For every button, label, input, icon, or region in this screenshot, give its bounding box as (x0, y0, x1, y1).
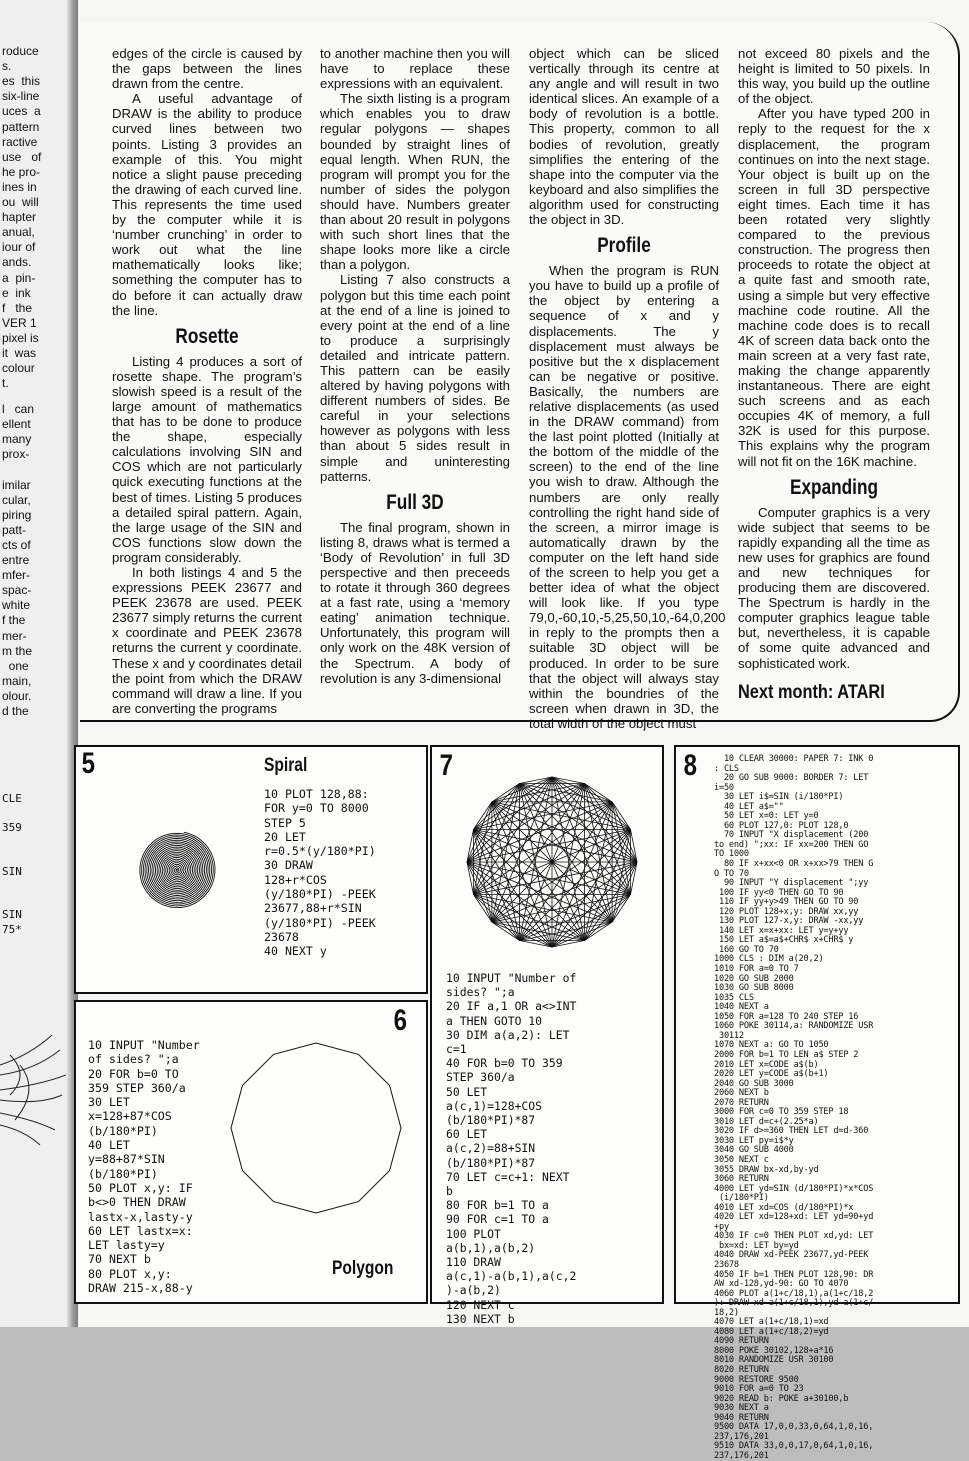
heading-full-3d: Full 3D (386, 490, 444, 514)
left-page-line: s. (2, 59, 12, 74)
left-page-line: f the (2, 613, 26, 628)
listing-5-box (74, 745, 428, 994)
left-page-line: 75* (2, 922, 22, 936)
listing-code: 10 PLOT 128,88: FOR y=0 TO 8000 STEP 5 20 LET r=0.5*(y/180*PI) 30 DRAW 128+r*COS (y/180*PI) -PEEK 23677,88+r*SIN (y/180*PI) -PEEK 23678 40 NEXT y (264, 787, 376, 959)
left-page-line: colour (2, 361, 35, 376)
left-page-line: CLE (2, 792, 22, 805)
left-page-line: cular, (2, 492, 31, 507)
heading-profile: Profile (597, 234, 651, 258)
left-page-line: cts of (2, 537, 31, 552)
heading-expanding: Expanding (789, 475, 879, 499)
left-page-line: entre (2, 553, 30, 567)
mystic-rose-figure (462, 767, 642, 957)
listing-number: 7 (439, 749, 454, 782)
left-page-line: SIN (2, 908, 22, 921)
paragraph: The sixth listing is a program which enables you to draw regular polygons — shapes bounded by straight lines of equal length. When RUN, the program will prompt you for the number of sides the polygon should have. Numbers greater than about 20 result in polygons with such short lines that the shape looks more like a circle than a polygon. (320, 91, 510, 273)
left-page-line: d the (2, 704, 29, 718)
left-page-line: VER 1 (2, 315, 37, 330)
left-page-line: es this (2, 74, 41, 89)
left-page-line: ands. (2, 255, 32, 270)
paragraph: Listing 7 also constructs a polygon but this time each point at the end of a line is joined to every point at the end of a line to produce a surprisingly detailed and intricate pattern. This pattern can be easily altered by having polygons with different numbers of sides. Be careful in your selections however as polygons with less than about 5 sides result in simple and uninteresting patterns. (320, 272, 510, 484)
paragraph: Computer graphics is a very wide subject that seems to be rapidly expanding all the time as new uses for graphics are found and new techniques for producing them are discovered. The Spectrum is hardly in the computer graphics league table but, nevertheless, it is capable of some quite advanced and sophisticated work. (738, 504, 930, 671)
paragraph: When the program is RUN you have to build up a profile of the object by entering a sequence of x and y displacements. The y displacement must always be positive but the x displacement can be negative or positive. Basically, the numbers are relative displacements (as used in the DRAW command) from the last point plotted (Initially at the bottom of the middle of the screen) to the end of the line you wish to draw. Although the numbers are only really controlling the right hand side of the screen, a mirror image is automatically drawn by the computer on the left hand side of the screen to help you get a better idea of what the object will look like. If you type 79,0,-60,10,-5,25,50,10,-64,0,200 in reply to the prompts then a suitable 3D object will be produced. In order to be sure that the object will always stay within the boundries of the screen when drawn in 3D, the total width of the object must (529, 263, 726, 731)
paragraph: After you have typed 200 in reply to the request for the x displacement, the program continues on into the next stage. Your object is built up on the screen in full 3D perspective eight times. Each time it has been rotated very slightly compared to the previous construction. The progress then proceeds to rotate the object at a quite fast and smooth rate, using a simple but very effective machine code routine. All the machine code does is to recall 4K of screen data back onto the main screen at a very fast rate, making the change apparently instantaneous. There are eight such screens and as each occupies 4K of memory, a full 32K is used for this purpose. This explains why the program will not fit on the 16K machine. (738, 106, 930, 469)
left-page-line: spac- (2, 583, 32, 598)
paragraph: edges of the circle is caused by the gaps between the lines drawn from the centre. (112, 46, 302, 92)
left-page-line: t. (2, 376, 9, 391)
left-page-line: anual, (2, 225, 35, 240)
listing-title: Spiral (264, 755, 308, 776)
left-page-line: ractive (2, 134, 38, 149)
paragraph: The final program, shown in listing 8, draws what is termed a ‘Body of Revolution’ in full 3D perspective and then preceeds to rotate it through 360 degrees at a fast rate, using a ‘memory eating’ animation technique. Unfortunately, this program will only work on the 48K version of the Spectrum. A body of revolution is any 3-dimensional (320, 519, 510, 686)
listing-8-box (674, 745, 960, 1461)
paragraph: not exceed 80 pixels and the height is limited to 50 pixels. In this way, you build up the outline of the object. (738, 46, 930, 107)
heading-rosette: Rosette (175, 324, 239, 348)
left-page-line: uces a (2, 104, 41, 119)
listing-code: 10 CLEAR 30000: PAPER 7: INK 0 : CLS 20 GO SUB 9000: BORDER 7: LET i=50 30 LET i$=SIN (i/180*PI) 40 LET a$="" 50 LET x=0: LET y=0 60 PLOT 127,0: PLOT 128,0 70 INPUT "X displacement (200 to end) ";xx: IF xx=200 THEN GO TO 1000 80 IF x+xx<0 OR x+xx>79 THEN G O TO 70 90 INPUT "Y displacement ";yy 100 IF yy<0 THEN GO TO 90 110 IF yy+y>49 THEN GO TO 90 120 PLOT 128+x,y: DRAW xx,yy 130 PLOT 127-x,y: DRAW -xx,yy 140 LET x=x+xx: LET y=y+yy 150 LET a$=a$+CHR$ x+CHR$ y 160 GO TO 70 1000 CLS : DIM a(20,2) 1010 FOR a=0 TO 7 1020 GO SUB 2000 1030 GO SUB 8000 1035 CLS 1040 NEXT a 1050 FOR a=128 TO 240 STEP 16 1060 POKE 30114,a: RANDOMIZE USR 30112 1070 NEXT a: GO TO 1050 2000 FOR b=1 TO LEN a$ STEP 2 2010 LET x=CODE a$(b) 2020 LET y=CODE a$(b+1) 2040 GO SUB 3000 2060 NEXT b 2070 RETURN 3000 FOR c=0 TO 359 STEP 18 3010 LET d=c+(2.25*a) 3020 IF d>=360 THEN LET d=d-360 3030 LET py=i$*y 3040 GO SUB 4000 3050 NEXT c 3055 DRAW bx-xd,by-yd 3060 RETURN 4000 LET yd=SIN (d/180*PI)*x*COS (i/180*PI) 4010 LET xd=COS (d/180*PI)*x 4020 LET xd=128+xd: LET yd=90+yd +py 4030 IF c=0 THEN PLOT xd,yd: LET bx=xd: LET by=yd 4040 DRAW xd-PEEK 23677,yd-PEEK 23678 4050 IF b=1 THEN PLOT 128,90: DR AW xd-128,yd-90: GO TO 4070 4060 PLOT a(1+c/18,1),a(1+c/18,2 ): DRAW xd-a(1+c/18,1),yd-a(1+c/ 18,2) 4070 LET a(1+c/18,1)=xd 4080 LET a(1+c/18,2)=yd 4090 RETURN 8000 POKE 30102,128+a*16 8010 RANDOMIZE USR 30100 8020 RETURN 9000 RESTORE 9500 9010 FOR a=0 TO 23 9020 READ b: POKE a+30100,b 9030 NEXT a 9040 RETURN 9500 DATA 17,0,0,33,0,64,1,0,16, 237,176,201 9510 DATA 33,0,0,17,0,64,1,0,16, 237,176,201 (714, 754, 874, 1461)
left-page-line: patt- (2, 522, 27, 537)
left-page-rosette-fragment (0, 1035, 66, 1145)
listing-number: 6 (393, 1004, 408, 1037)
left-page-line: imilar (2, 477, 31, 492)
article-column-2 (320, 46, 510, 686)
article-column-1 (112, 46, 302, 716)
left-page-line: iour of (2, 240, 36, 255)
left-page-line: white (2, 598, 31, 613)
left-page-line: main, (2, 673, 32, 688)
polygon-figure (226, 1028, 406, 1228)
left-page-line: pattern (2, 119, 40, 134)
left-page-line: he pro- (2, 164, 41, 179)
left-page-strip (0, 0, 74, 1327)
left-page-line: m the (2, 643, 33, 658)
left-page-line: l can (2, 402, 35, 416)
left-page-line: e ink (2, 285, 31, 300)
left-page-line: many (2, 432, 32, 447)
left-page-line: a pin- (2, 270, 36, 285)
listing-6-box (74, 1000, 428, 1304)
article-column-3 (529, 46, 726, 731)
left-page-line: ellent (2, 417, 31, 432)
left-page-line: ines in (2, 179, 37, 194)
left-page-line: hapter (2, 210, 37, 225)
listing-number: 8 (683, 749, 698, 782)
left-page-line: SIN (2, 864, 22, 878)
paragraph: A useful advantage of DRAW is the ability to produce curved lines between two points. Listing 3 provides an example of this. You might notice a slight pause preceding the drawing of each curved line. This represents the time used by the computer while it is ‘number crunching’ in order to work out what the line mathematically looks like; something the computer has to do before it can actually draw the line. (112, 91, 302, 318)
left-page-line: pixel is (2, 330, 39, 345)
left-page-line: one (2, 658, 29, 673)
paragraph: In both listings 4 and 5 the expressions PEEK 23677 and PEEK 23678 are used. PEEK 23677 simply returns the current x coordinate and PEEK 23678 returns the current y coordinate. These x and y coordinates detail the point from which the DRAW command will draw a line. If you are converting the programs (112, 565, 302, 716)
left-page-line: f the (2, 300, 33, 315)
listing-code: 10 INPUT "Number of sides? ";a 20 FOR b=0 TO 359 STEP 360/a 30 LET x=128+87*COS (b/180*PI) 40 LET y=88+87*SIN (b/180*PI) 50 PLOT x,y: IF b<>0 THEN DRAW lastx-x,lasty-y 60 LET lastx=x: LET lasty=y 70 NEXT b 80 PLOT x,y: DRAW 215-x,88-y (88, 1038, 200, 1296)
left-page-line: mer- (2, 628, 27, 643)
left-page-line: mfer- (2, 568, 30, 583)
left-page-line: it was (2, 346, 37, 360)
next-month-teaser: Next month: ATARI (738, 681, 885, 703)
paragraph: to another machine then you will have to replace these expressions with an equivalent. (320, 46, 510, 92)
listing-7-box (430, 745, 664, 1326)
listing-code: 10 INPUT "Number of sides? ";a 20 IF a,1 OR a<>INT a THEN GOTO 10 30 DIM a(a,2): LET c=1 40 FOR b=0 TO 359 STEP 360/a 50 LET a(c,1)=128+COS (b/180*PI)*87 60 LET a(c,2)=88+SIN (b/180*PI)*87 70 LET c=c+1: NEXT b 80 FOR b=1 TO a 90 FOR c=1 TO a 100 PLOT a(b,1),a(b,2) 110 DRAW a(c,1)-a(b,1),a(c,2 )-a(b,2) 120 NEXT c 130 NEXT b (446, 971, 577, 1326)
left-page-line: 359 (2, 821, 22, 834)
left-page-line: use of (2, 149, 42, 164)
left-page-line: olour. (2, 688, 32, 703)
paragraph: Listing 4 produces a sort of rosette shape. The program’s slowish speed is a result of the large amount of mathematics that has to be done to produce the shape, especially calculations involving SIN and COS which are not particularly quick executing functions at the best of times. Listing 5 produces a detailed spiral pattern. Again, the large usage of the SIN and COS functions slow down the program considerably. (112, 353, 302, 565)
spiral-figure (92, 785, 262, 955)
left-page-line: piring (2, 507, 32, 522)
left-page-line: ou will (2, 195, 39, 209)
left-page-line: roduce (2, 44, 39, 58)
listing-title: Polygon (332, 1258, 394, 1279)
article-column-4 (738, 46, 930, 703)
paragraph: object which can be sliced vertically through its centre at any angle and will result in two identical slices. An example of a body of revolution is a bottle. This property, common to all bodies of revolution, greatly simplifies the entering of the shape into the computer via the keyboard and also simplifies the algorithm used for constructing the object in 3D. (529, 46, 719, 228)
left-page-line: prox- (2, 447, 30, 462)
left-page-line: six-line (2, 89, 40, 104)
listing-number: 5 (81, 747, 96, 780)
